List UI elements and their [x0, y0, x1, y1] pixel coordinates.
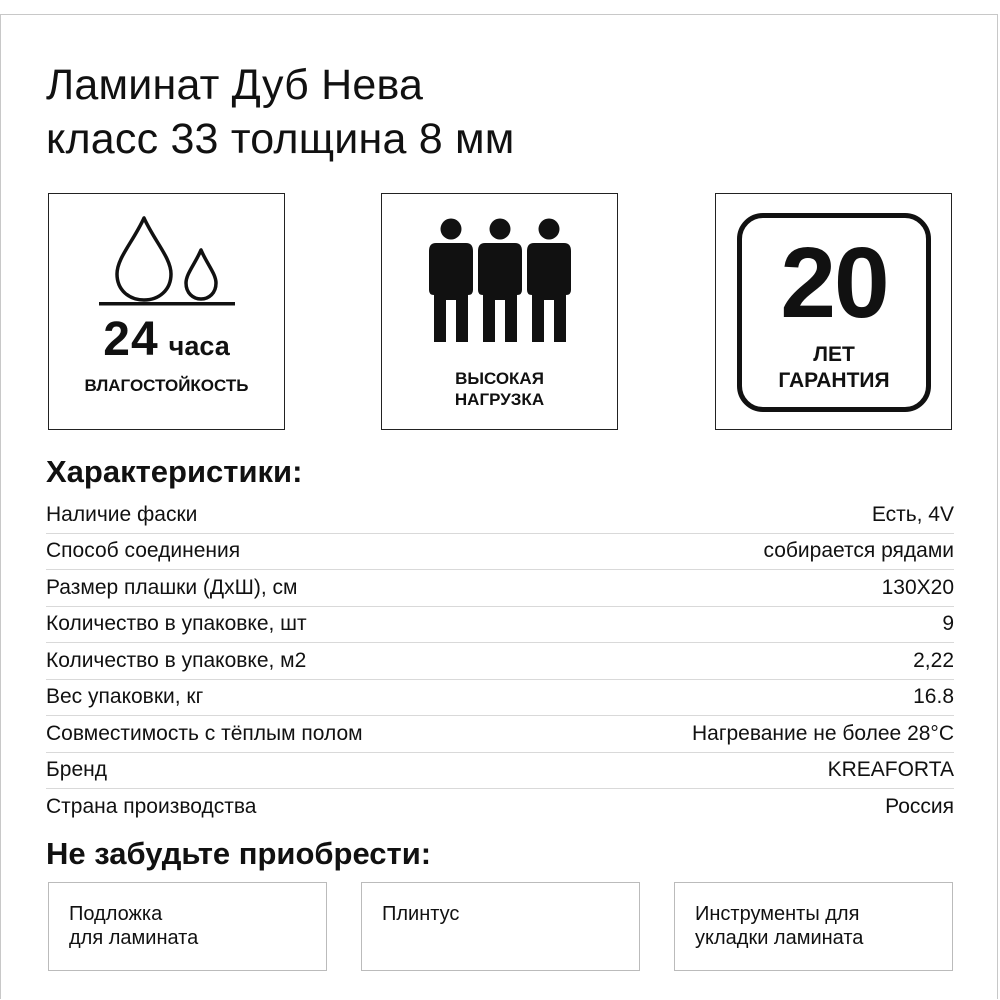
spec-label: Вес упаковки, кг — [46, 685, 204, 709]
spec-value: собирается рядами — [763, 539, 954, 563]
buy-card-tools — [674, 882, 953, 971]
water-drops-icon — [95, 212, 240, 307]
spec-value: 16.8 — [913, 685, 954, 709]
spec-row — [46, 534, 954, 571]
moisture-badge — [48, 193, 285, 430]
spec-row — [46, 716, 954, 753]
buy-card-line1: Подложка — [69, 903, 163, 925]
spec-value: 2,22 — [913, 648, 954, 672]
product-title-line1: Ламинат Дуб Нева — [46, 61, 424, 109]
spec-label: Бренд — [46, 758, 107, 782]
spec-label: Страна производства — [46, 795, 257, 819]
warranty-badge — [715, 193, 952, 430]
moisture-hours — [49, 312, 284, 367]
moisture-hours-number: 24 — [103, 313, 159, 366]
spec-row — [46, 753, 954, 790]
high-load-label-line1: ВЫСОКАЯ — [455, 369, 544, 388]
spec-label: Количество в упаковке, м2 — [46, 648, 307, 672]
specs-table — [46, 497, 954, 826]
spec-value: Россия — [885, 795, 954, 819]
spec-label: Наличие фаски — [46, 502, 198, 526]
people-icon — [427, 218, 575, 344]
warranty-label — [742, 342, 926, 394]
spec-label: Совместимость с тёплым полом — [46, 721, 363, 745]
high-load-label-line2: НАГРУЗКА — [454, 390, 545, 409]
buy-card-line1: Инструменты для — [695, 903, 860, 925]
buy-card-line2: укладки ламината — [695, 927, 864, 949]
buy-card-line1: Плинтус — [382, 903, 460, 925]
spec-label: Размер плашки (ДхШ), см — [46, 575, 298, 599]
high-load-badge — [381, 193, 618, 430]
moisture-hours-unit: часа — [168, 331, 230, 361]
spec-value: 9 — [942, 612, 954, 636]
buy-card-underlay — [48, 882, 327, 971]
warranty-rounded-frame — [737, 213, 931, 412]
spec-row — [46, 607, 954, 644]
product-title-line2: класс 33 толщина 8 мм — [46, 115, 515, 163]
spec-row — [46, 497, 954, 534]
product-title — [46, 58, 515, 166]
spec-value: Есть, 4V — [871, 502, 954, 526]
spec-value: 130Х20 — [881, 575, 954, 599]
spec-label: Способ соединения — [46, 539, 241, 563]
warranty-years-number: 20 — [780, 227, 888, 339]
spec-row — [46, 570, 954, 607]
moisture-label: ВЛАГОСТОЙКОСТЬ — [84, 376, 249, 395]
buy-heading: Не забудьте приобрести: — [46, 836, 432, 871]
spec-value: KREAFORTA — [827, 758, 954, 782]
specs-heading: Характеристики: — [46, 454, 303, 489]
high-load-label — [382, 368, 617, 410]
spec-row — [46, 789, 954, 826]
spec-row — [46, 643, 954, 680]
buy-card-baseboard — [361, 882, 640, 971]
spec-value: Нагревание не более 28°С — [691, 721, 954, 745]
spec-label: Количество в упаковке, шт — [46, 612, 307, 636]
spec-row — [46, 680, 954, 717]
buy-card-line2: для ламината — [69, 927, 199, 949]
warranty-label-line1: ЛЕТ — [813, 343, 855, 366]
warranty-label-line2: ГАРАНТИЯ — [778, 369, 890, 392]
